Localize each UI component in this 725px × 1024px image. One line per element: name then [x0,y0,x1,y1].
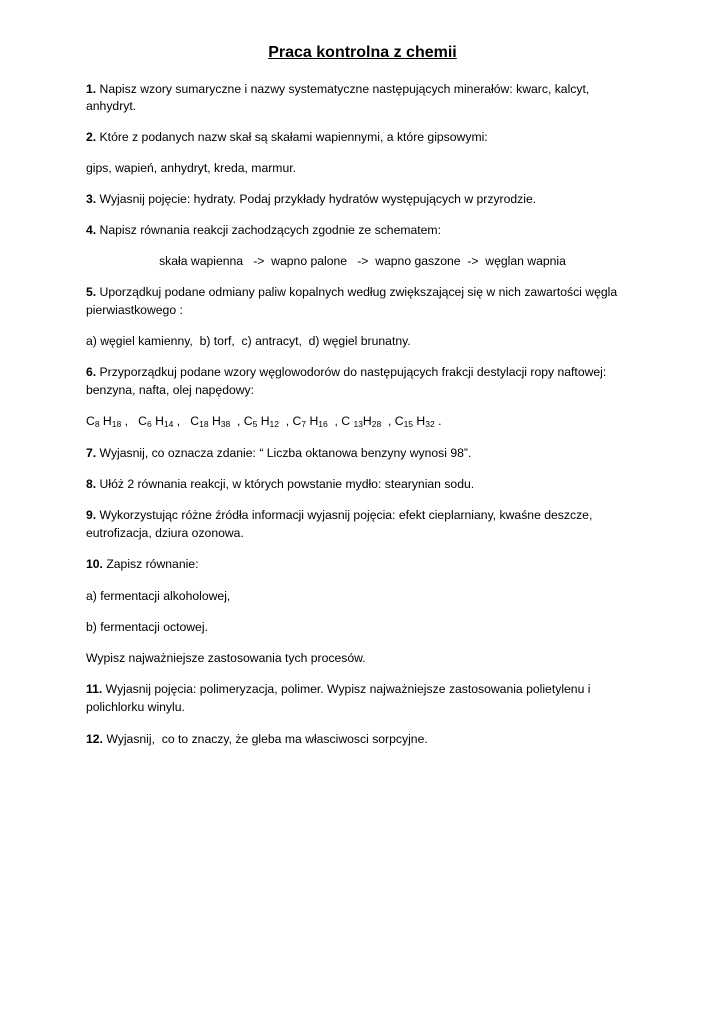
formula-subscript: 12 [269,419,279,429]
question-7-number: 7. [86,446,97,460]
question-2 [86,128,488,147]
formula-separator: , [327,414,342,428]
question-12 [86,730,428,749]
formula-separator: , [121,414,139,428]
question-8-number: 8. [86,477,97,491]
question-6-line-1 [86,363,606,382]
formula-symbol: C [190,414,200,428]
question-5-line-1 [86,283,617,302]
question-8-text: Ułóż 2 równania reakcji, w których powstanie mydło: stearynian sodu. [96,477,475,491]
formula-subscript: 6 [146,419,152,429]
question-1-text: Napisz wzory sumaryczne i nazwy systematyczne następujących minerałów: kwarc, kalcyt, [96,82,590,96]
page-title: Praca kontrolna z chemii [268,44,457,61]
question-7 [86,444,471,463]
formula-separator: , [173,414,191,428]
formula-subscript: 32 [425,419,435,429]
formula-symbol: H [99,414,112,428]
question-2-number: 2. [86,130,97,144]
question-3-number: 3. [86,192,97,206]
question-10 [86,555,198,574]
formula-subscript: 7 [301,419,307,429]
question-4-text: Napisz równania reakcji zachodzących zgodnie ze schematem: [96,223,441,237]
question-11-text: Wyjasnij pojęcia: polimeryzacja, polimer. Wypisz najważniejsze zastosowania polietylenu i [102,682,591,696]
hydrocarbon-formulas [86,412,441,431]
question-5-list: a) węgiel kamienny, b) torf, c) antracyt, d) węgiel brunatny. [86,334,411,348]
formula-subscript: 14 [163,419,174,429]
formula-separator: , [278,414,293,428]
question-9-number: 9. [86,508,97,522]
question-6-line-2: benzyna, nafta, olej napędowy: [86,383,255,397]
formula-subscript: 15 [403,419,414,429]
formula-symbol: C [292,414,302,428]
question-10-text: Zapisz równanie: [102,557,199,571]
formula-subscript: 8 [94,419,100,429]
formula-subscript: 5 [252,419,258,429]
formula-symbol: C [138,414,147,428]
question-9-text: Wykorzystując różne źródła informacji wyjasnij pojęcia: efekt cieplarniany, kwaśne deszcze, [96,508,593,522]
question-12-number: 12. [86,732,103,746]
question-7-text: Wyjasnij, co oznacza zdanie: “ Liczba oktanowa benzyny wynosi 98”. [96,446,472,460]
formula-subscript: 38 [220,419,231,429]
question-1-line-1 [86,80,589,99]
question-6-text: Przyporządkuj podane wzory węglowodorów do następujących frakcji destylacji ropy naftowej: [96,365,607,379]
question-11-number: 11. [86,682,103,696]
question-8 [86,475,474,494]
formula-symbol: H [362,414,372,428]
question-4-scheme: skała wapienna -> wapno palone -> wapno gaszone -> węglan wapnia [159,254,566,268]
formula-symbol: C [341,414,354,428]
formula-symbol: H [151,414,164,428]
formula-symbol: H [257,414,270,428]
question-9-line-1 [86,506,592,525]
question-9-line-2: eutrofizacja, dziura ozonowa. [86,526,244,540]
question-11-line-1 [86,680,590,699]
formula-subscript: 18 [199,419,209,429]
formula-symbol: C [394,414,404,428]
question-1-number: 1. [86,82,97,96]
question-6-number: 6. [86,365,97,379]
formula-symbol: H [413,414,426,428]
question-10-number: 10. [86,557,103,571]
question-3-text: Wyjasnij pojęcie: hydraty. Podaj przykłady hydratów występujących w przyrodzie. [96,192,537,206]
question-5-line-2: pierwiastkowego : [86,303,183,317]
question-10-item-b: b) fermentacji octowej. [86,620,208,634]
formula-symbol: C [86,414,95,428]
question-5-number: 5. [86,285,97,299]
formula-subscript: 28 [371,419,382,429]
formula-separator: , [230,414,244,428]
question-10-item-a: a) fermentacji alkoholowej, [86,589,231,603]
question-4 [86,221,441,240]
question-4-number: 4. [86,223,97,237]
question-11-line-2: polichlorku winylu. [86,700,185,714]
formula-symbol: C [243,414,253,428]
question-5-text: Uporządkuj podane odmiany paliw kopalnych według zwiększającej się w nich zawartości węgla [96,285,618,299]
question-12-text: Wyjasnij, co to znaczy, że gleba ma własciwosci sorpcyjne. [102,732,428,746]
question-2-list: gips, wapień, anhydryt, kreda, marmur. [86,161,296,175]
question-1-line-2: anhydryt. [86,99,137,113]
formula-separator: . [434,414,442,428]
question-2-text: Które z podanych nazw skał są skałami wapiennymi, a które gipsowymi: [96,130,488,144]
formula-subscript: 16 [318,419,328,429]
formula-symbol: H [208,414,221,428]
formula-symbol: H [306,414,319,428]
formula-separator: , [381,414,395,428]
formula-subscript: 13 [353,419,363,429]
question-3 [86,190,536,209]
formula-subscript: 18 [111,419,122,429]
question-10-extra: Wypisz najważniejsze zastosowania tych procesów. [86,651,366,665]
